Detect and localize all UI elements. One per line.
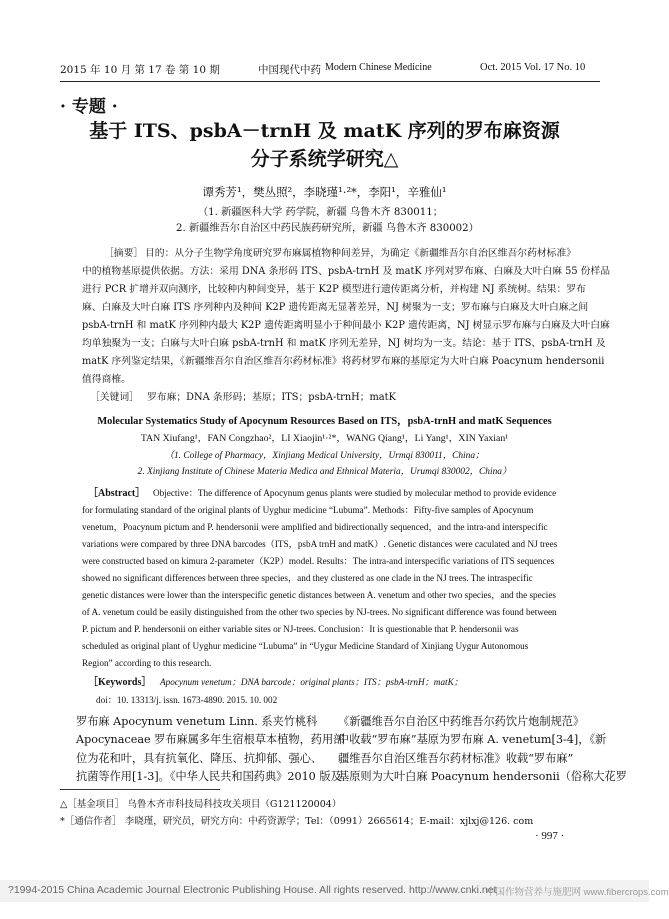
body-line: 《新疆维吾尔自治区中药维吾尔药饮片炮制规范》 [338, 715, 585, 728]
body-line: 抗菌等作用[1-3]。《中华人民共和国药典》2010 版及 [76, 770, 342, 784]
footnote-corresponding: *［通信作者］ 李晓瑾，研究员，研究方向：中药资源学；Tel：（0991）2665614；E-mail：xjlxj@126. com [60, 816, 534, 827]
body-right-column [338, 713, 627, 787]
header-journal-en: Modern Chinese Medicine [325, 62, 432, 73]
watermark: 中国作物营养与施肥网 www.fibercrops.com [486, 887, 669, 898]
abstract-en-line: Objective：The difference of Apocynum genus plants were studied by molecular method to provide evidence [153, 488, 557, 498]
abstract-cn-label: ［摘要］ [104, 248, 144, 259]
body-line: 位为花和叶，具有抗氧化、降压、抗抑郁、强心、 [76, 751, 323, 765]
abstract-en-line: were constructed based on kimura 2-parameter（K2P）model. Results：The intra-and interspecific variations of ITS sequences [82, 556, 555, 566]
abstract-en-line: P. pictum and P. hendersonii on either variable sites or NJ-trees. Conclusion：It is questionable that P. hendersonii was [82, 624, 519, 634]
affil-en-1: （1. College of Pharmacy，Xinjiang Medical University，Urmqi 830011，China； [164, 451, 485, 461]
keywords-en-label: ［Keywords］ [88, 677, 152, 688]
keywords-cn: 罗布麻；DNA 条形码；基原；ITS；psbA-trnH；matK [147, 392, 396, 403]
body-line: 基原则为大叶白麻 Poacynum hendersonii（俗称大花罗 [338, 770, 627, 784]
abstract-en-line: scheduled as original plant of Uyghur medicine “Lubuma” in “Uygur Medicine Standard of Xinjiang Uygur Autonomous [82, 641, 529, 651]
abstract-en-label: ［Abstract］ [88, 488, 146, 499]
affil-cn-1: （1. 新疆医科大学 药学院，新疆 乌鲁木齐 830011； [198, 207, 443, 218]
footnote-rule [60, 789, 220, 790]
abstract-en-line: venetum，Poacynum pictum and P. hendersonii were amplified and bidirectionally sequenced，and the intra-and interspecific [82, 522, 548, 532]
abstract-cn-line: 值得商榷。 [82, 374, 131, 385]
abstract-cn-line: 麻、白麻及大叶白麻 ITS 序列种内及种间 K2P 遗传距离无显著差异，NJ 树聚为一支；罗布麻与白麻及大叶白麻之间 [82, 302, 589, 313]
abstract-cn-line: matK 序列鉴定结果，《新疆维吾尔自治区维吾尔药材标准》将药材罗布麻的基原定为大叶白麻 Poacynum hendersonii [82, 356, 605, 367]
abstract-cn-line: 均单独聚为一支；白麻与大叶白麻 psbA-trnH 和 matK 序列无差异，NJ 树均为一支。结论：基于 ITS、psbA-trnH 及 [82, 338, 606, 349]
abstract-en-line: for formulating standard of the original plants of Uyghur medicine “Lubuma”. Methods：Fifty-five samples of Apocynum [82, 505, 534, 515]
abstract-en-line: Region” according to this research. [82, 658, 212, 668]
body-line: Apocynaceae 罗布麻属多年生宿根草本植物，药用部 [76, 733, 345, 747]
copyright-banner: ?1994-2015 China Academic Journal Electronic Publishing House. All rights reserved. http://www.cnki.net [8, 884, 497, 896]
abstract-en-line: genetic distances were lower than the interspecific genetic distances between A. venetum and other two species，and the species [82, 590, 556, 600]
body-line: 罗布麻 Apocynum venetum Linn. 系夹竹桃科 [76, 715, 318, 728]
page-number: · 997 · [535, 830, 565, 842]
abstract-cn-line: 目的：从分子生物学角度研究罗布麻属植物种间差异，为确定《新疆维吾尔自治区维吾尔药材标准》 [145, 248, 577, 259]
abstract-cn-line: 中的植物基原提供依据。方法：采用 DNA 条形码 ITS、psbA-trnH 及 matK 序列对罗布麻、白麻及大叶白麻 55 份样品 [82, 266, 611, 277]
title-cn-line1: 基于 ITS、psbA－trnH 及 matK 序列的罗布麻资源 [89, 120, 560, 142]
body-line: 中收载“罗布麻”基原为罗布麻 A. venetum[3-4]，《新 [338, 733, 607, 747]
affil-cn-2: 2. 新疆维吾尔自治区中药民族药研究所，新疆 乌鲁木齐 830002） [176, 223, 479, 234]
abstract-en-line: showed no significant differences between three species，and they clustered as one clade in the NJ trees. The intraspecific [82, 573, 533, 583]
header-volume: Oct. 2015 Vol. 17 No. 10 [480, 62, 586, 73]
section-label: · 专题 · [60, 97, 118, 117]
title-cn-line2: 分子系统学研究△ [250, 148, 399, 170]
abstract-cn-line: 进行 PCR 扩增并双向测序，比较种内种间变异，基于 K2P 模型进行遗传距离分析，并构建 NJ 系统树。结果：罗布 [82, 284, 586, 295]
abstract-en-line: of A. venetum could be easily distinguished from the other two species by NJ-trees. No significant difference was found between [82, 607, 557, 617]
header-issue: 2015 年 10 月 第 17 卷 第 10 期 [60, 64, 220, 76]
footnote-funding: △［基金项目］ 乌鲁木齐市科技局科技攻关项目（G121120004） [60, 799, 342, 810]
title-en: Molecular Systematics Study of Apocynum Resources Based on ITS，psbA-trnH and matK Sequences [97, 416, 552, 427]
header-rule [60, 81, 600, 82]
affil-en-2: 2. Xinjiang Institute of Chinese Materia Medica and Ethnical Materia，Urumqi 830002，China） [137, 467, 512, 477]
authors-en: TAN Xiufang¹，FAN Congzhao²，LI Xiaojin¹·²*，WANG Qiang¹，Li Yang¹，XIN Yaxian¹ [140, 433, 509, 444]
keywords-cn-label: ［关键词］ [90, 392, 139, 403]
body-left-column [76, 713, 345, 787]
keywords-en: Apocynum venetum；DNA barcode；original plants；ITS；psbA-trnH；matK； [160, 677, 463, 687]
abstract-cn-line: psbA-trnH 和 matK 序列种内最大 K2P 遗传距离明显小于种间最小 K2P 遗传距离，NJ 树显示罗布麻与白麻及大叶白麻 [82, 320, 610, 331]
header-journal-cn: 中国现代中药 [258, 64, 321, 76]
body-line: 疆维吾尔自治区维吾尔药材标准》收载“罗布麻” [338, 751, 574, 765]
abstract-en-line: variations were compared by three DNA barcodes（ITS，psbA trnH and matK）. Genetic distances were caculated and NJ trees [82, 539, 558, 549]
authors-cn: 谭秀芳¹，樊丛照²，李晓瑾¹·²*，李阳¹，辛雅仙¹ [202, 185, 447, 199]
doi[interactable]: doi：10. 13313/j. issn. 1673-4890. 2015. 10. 002 [96, 695, 278, 705]
